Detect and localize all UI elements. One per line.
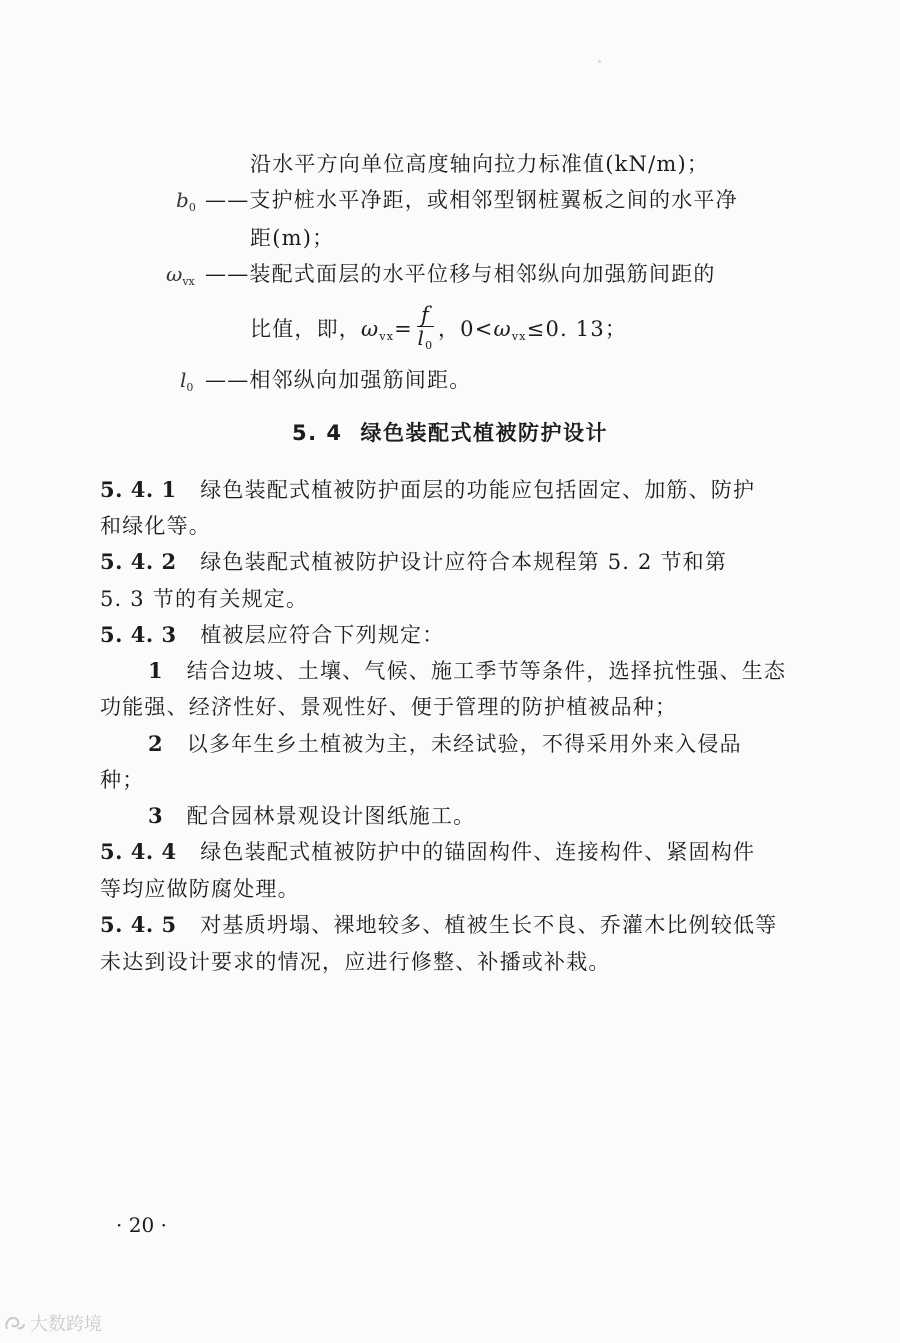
watermark-text: 大数跨境 bbox=[30, 1314, 102, 1335]
section-title: 5. 4 绿色装配式植被防护设计 bbox=[291, 421, 608, 445]
symbol-wvx: $\omega_{vx}$ bbox=[166, 262, 195, 288]
definition-b0-line1: ——支护桩水平净距，或相邻型钢桩翼板之间的水平净 bbox=[205, 188, 738, 212]
clause-5-4-3-item1-line1: 1 结合边坡、土壤、气候、施工季节等条件，选择抗性强、生态 bbox=[148, 658, 787, 683]
clause-5-4-4-line2: 等均应做防腐处理。 bbox=[100, 877, 300, 901]
clause-5-4-3-item2-line2: 种； bbox=[100, 768, 145, 792]
clause-5-4-5-line1: 5. 4. 5 对基质坍塌、裸地较多、植被生长不良、乔灌木比例较低等 bbox=[100, 912, 778, 937]
clause-5-4-2-line2: 5. 3 节的有关规定。 bbox=[100, 587, 309, 611]
symbol-l0: $l_0$ bbox=[180, 368, 194, 394]
scan-speck bbox=[598, 60, 601, 63]
clause-5-4-2-line1: 5. 4. 2 绿色装配式植被防护设计应符合本规程第 5. 2 节和第 bbox=[100, 549, 728, 574]
watermark-logo-icon bbox=[4, 1315, 26, 1333]
clause-5-4-4-line1: 5. 4. 4 绿色装配式植被防护中的锚固构件、连接构件、紧固构件 bbox=[100, 839, 756, 864]
clause-5-4-1-line2: 和绿化等。 bbox=[100, 514, 211, 538]
definition-l0-line1: ——相邻纵向加强筋间距。 bbox=[205, 368, 472, 392]
clause-5-4-3-line1: 5. 4. 3 植被层应符合下列规定： bbox=[100, 622, 445, 647]
symbol-b0: $b_0$ bbox=[176, 188, 196, 214]
definition-b0-line2: 距(m)； bbox=[250, 226, 335, 250]
watermark bbox=[4, 1314, 102, 1336]
clause-5-4-3-item1-line2: 功能强、经济性好、景观性好、便于管理的防护植被品种； bbox=[100, 695, 678, 719]
definition-continuation: 沿水平方向单位高度轴向拉力标准值(kN/m)； bbox=[250, 152, 710, 176]
page-number: · 20 · bbox=[116, 1213, 167, 1237]
definition-wvx-formula: 比值，即，$\omega_{vx}=$ $\frac{f}{l_0}$ ，$0<\omega_{vx}\le 0$. 13； bbox=[250, 304, 627, 362]
clause-5-4-3-item3-line1: 3 配合园林景观设计图纸施工。 bbox=[148, 803, 476, 828]
clause-5-4-1-line1: 5. 4. 1 绿色装配式植被防护面层的功能应包括固定、加筋、防护 bbox=[100, 477, 756, 502]
clause-5-4-3-item2-line1: 2 以多年生乡土植被为主，未经试验，不得采用外来入侵品 bbox=[148, 731, 742, 756]
clause-5-4-5-line2: 未达到设计要求的情况，应进行修整、补播或补栽。 bbox=[100, 950, 611, 974]
definition-wvx-line1: ——装配式面层的水平位移与相邻纵向加强筋间距的 bbox=[205, 262, 716, 286]
fraction-f-over-l0: $\frac{f}{l_0}$ bbox=[417, 303, 434, 352]
